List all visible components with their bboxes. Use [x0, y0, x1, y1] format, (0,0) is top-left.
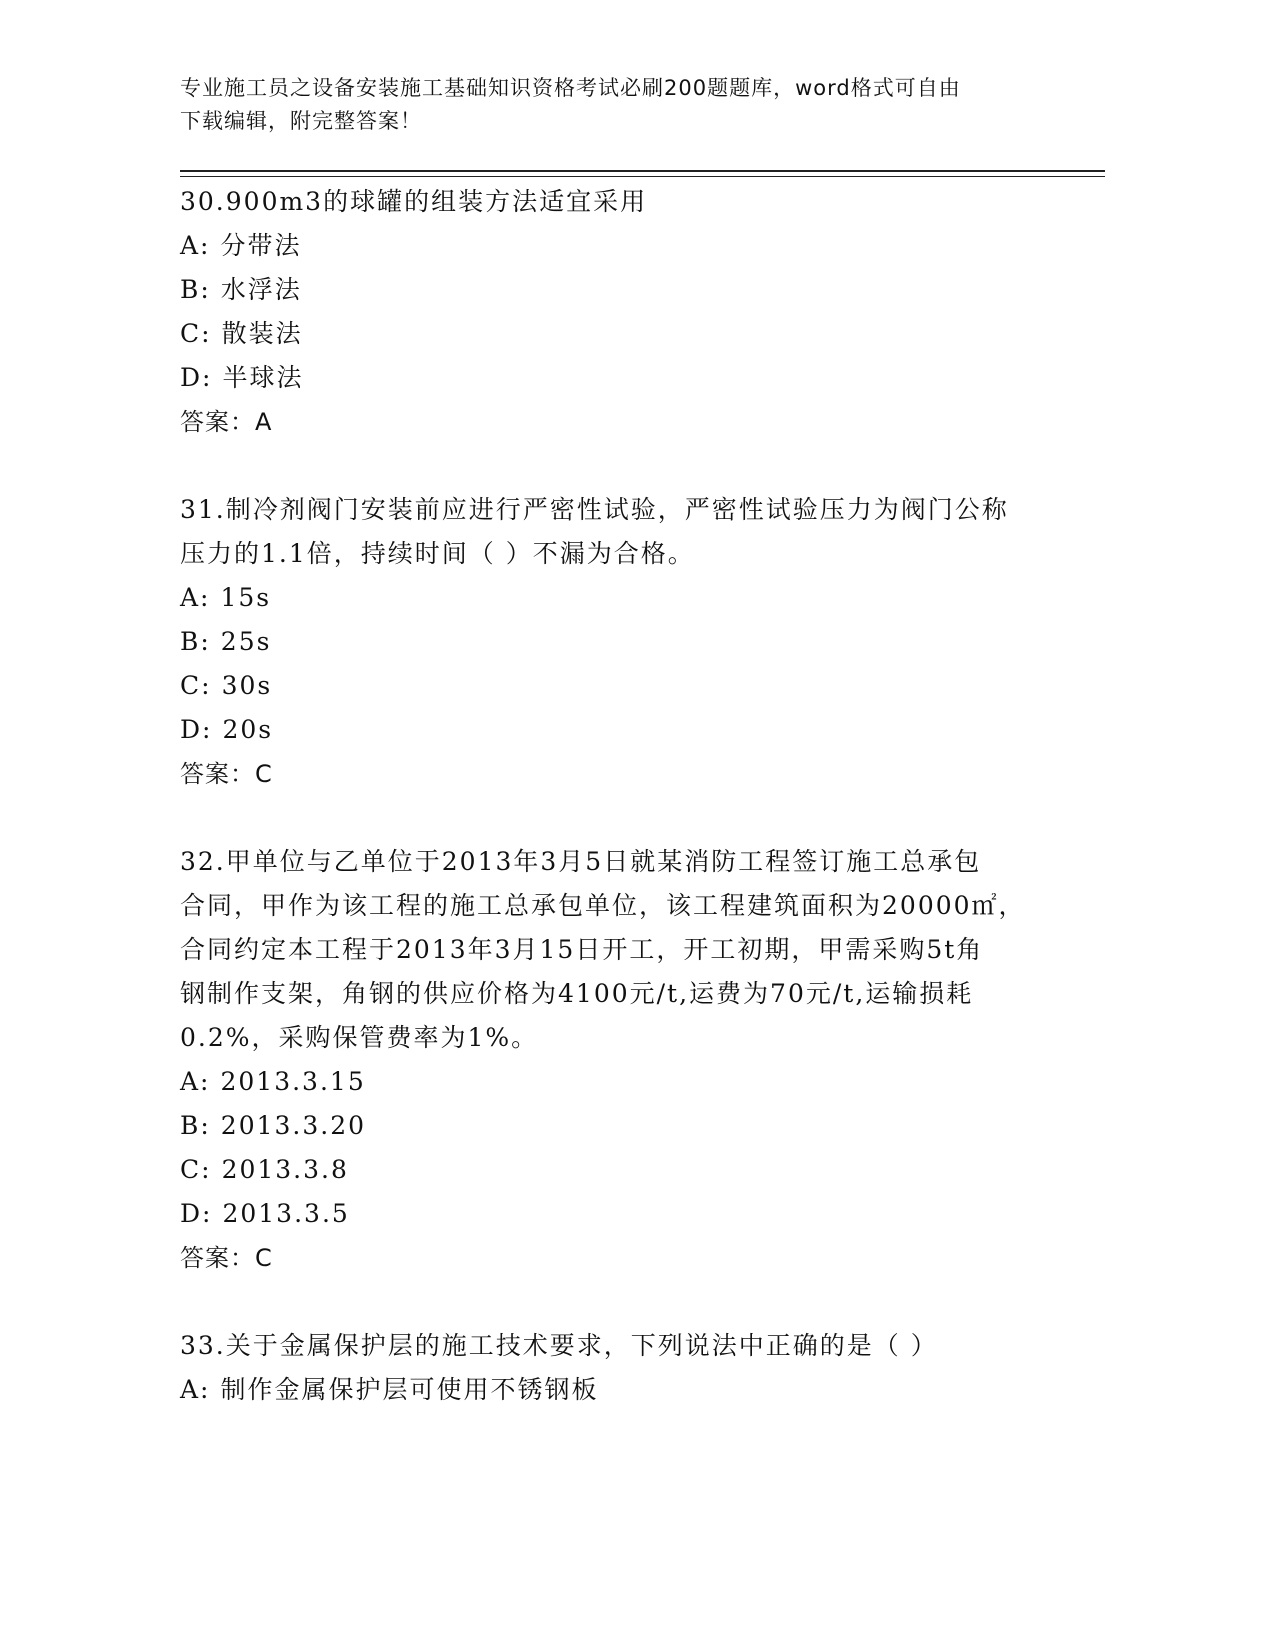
option-d — [180, 1192, 1040, 1236]
option-text: 20s — [222, 715, 274, 744]
header-title-line-2: 下载编辑，附完整答案！ — [180, 109, 422, 133]
option-d — [180, 708, 1040, 752]
question-stem-line: 31.制冷剂阀门安装前应进行严密性试验，严密性试验压力为阀门公称 — [180, 495, 1009, 524]
option-c — [180, 1148, 1040, 1192]
question-33 — [180, 1324, 1040, 1412]
question-stem-line: 0.2%，采购保管费率为1%。 — [180, 1023, 539, 1052]
option-text: 2013.3.15 — [220, 1067, 366, 1096]
question-stem-line: 32.甲单位与乙单位于2013年3月5日就某消防工程签订施工总承包 — [180, 847, 982, 876]
question-list — [180, 180, 1040, 1456]
option-key: D: — [180, 363, 213, 392]
option-key: B: — [180, 275, 211, 304]
option-c — [180, 664, 1040, 708]
option-c — [180, 312, 1040, 356]
option-text: 2013.3.20 — [220, 1111, 367, 1140]
document-header — [180, 72, 1040, 138]
option-text: 25s — [220, 627, 272, 656]
option-key: A: — [180, 1375, 211, 1404]
question-stem-line: 钢制作支架，角钢的供应价格为4100元/t,运费为70元/t,运输损耗 — [180, 979, 974, 1008]
option-key: C: — [180, 1155, 212, 1184]
question-stem-line: 合同约定本工程于2013年3月15日开工，开工初期，甲需采购5t角 — [180, 935, 984, 964]
option-text: 制作金属保护层可使用不锈钢板 — [220, 1375, 599, 1404]
option-text: 30s — [221, 671, 273, 700]
option-key: B: — [180, 627, 211, 656]
option-b — [180, 620, 1040, 664]
option-a — [180, 224, 1040, 268]
question-stem-line: 压力的1.1倍，持续时间（ ）不漏为合格。 — [180, 539, 695, 568]
option-a — [180, 1060, 1040, 1104]
question-30 — [180, 180, 1040, 444]
header-title-line-1: 专业施工员之设备安装施工基础知识资格考试必刷200题题库，word格式可自由 — [180, 76, 961, 100]
question-stem-line: 合同，甲作为该工程的施工总承包单位，该工程建筑面积为20000㎡， — [180, 891, 1026, 920]
header-divider-thick — [180, 170, 1105, 172]
option-key: C: — [180, 671, 212, 700]
question-stem: 30.900m3的球罐的组装方法适宜采用 — [180, 187, 648, 216]
question-stem: 33.关于金属保护层的施工技术要求，下列说法中正确的是（ ） — [180, 1331, 938, 1360]
option-text: 15s — [220, 583, 272, 612]
option-key: A: — [180, 583, 211, 612]
answer-label: 答案：A — [180, 408, 273, 436]
question-32 — [180, 840, 1040, 1280]
option-text: 半球法 — [222, 363, 304, 392]
option-b — [180, 268, 1040, 312]
option-d — [180, 356, 1040, 400]
answer-label: 答案：C — [180, 1244, 273, 1272]
answer-label: 答案：C — [180, 760, 273, 788]
option-key: D: — [180, 1199, 213, 1228]
option-a — [180, 576, 1040, 620]
option-key: C: — [180, 319, 212, 348]
option-text: 散装法 — [221, 319, 303, 348]
option-key: B: — [180, 1111, 211, 1140]
option-text: 2013.3.5 — [222, 1199, 350, 1228]
option-key: D: — [180, 715, 213, 744]
header-divider-thin — [180, 176, 1105, 177]
option-text: 2013.3.8 — [221, 1155, 349, 1184]
option-text: 水浮法 — [220, 275, 302, 304]
option-text: 分带法 — [220, 231, 302, 260]
question-31 — [180, 488, 1040, 796]
option-key: A: — [180, 1067, 211, 1096]
option-key: A: — [180, 231, 211, 260]
option-a — [180, 1368, 1040, 1412]
option-b — [180, 1104, 1040, 1148]
